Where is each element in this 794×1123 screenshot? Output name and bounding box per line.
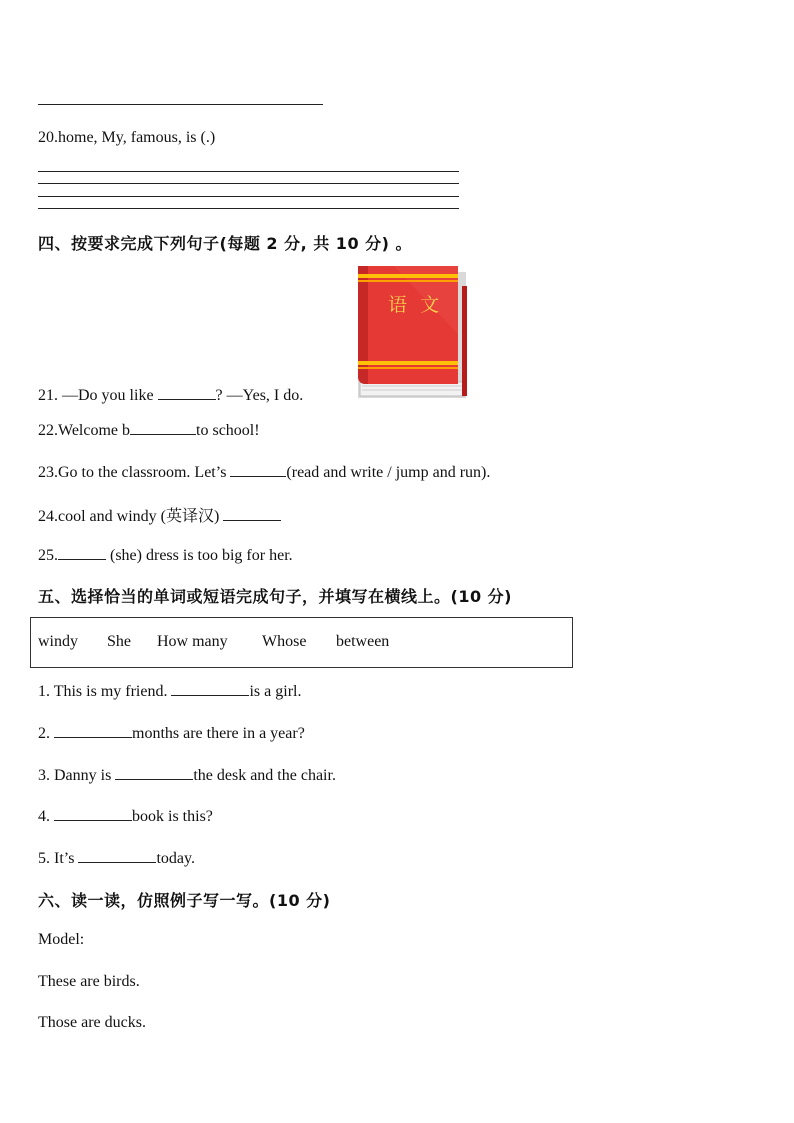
section-5-item-3: 3. Danny is the desk and the chair. <box>38 767 336 784</box>
question-25: 25. (she) dress is too big for her. <box>38 547 293 564</box>
answer-blank-24[interactable] <box>223 506 281 521</box>
answer-line-20-b[interactable] <box>38 183 459 184</box>
answer-blank-22[interactable] <box>130 420 196 435</box>
section-5-item-5: 5. It’s today. <box>38 850 195 867</box>
question-21: 21. —Do you like ? —Yes, I do. <box>38 387 304 404</box>
answer-line-20-d[interactable] <box>38 208 459 209</box>
answer-blank-25[interactable] <box>58 545 106 560</box>
book-char-2: 文 <box>420 294 440 316</box>
section-5-item-2: 2. months are there in a year? <box>38 725 305 742</box>
section-6-title: 六、读一读，仿照例子写一写。(10 分) <box>38 891 331 910</box>
answer-blank-s5-5[interactable] <box>78 848 156 863</box>
chinese-textbook-illustration <box>354 264 470 402</box>
answer-blank-21[interactable] <box>158 385 216 400</box>
word-bank-item: Whose <box>262 633 307 650</box>
answer-line-19[interactable] <box>38 104 323 105</box>
word-bank-item: She <box>107 633 131 650</box>
section-5-title: 五、选择恰当的单词或短语完成句子，并填写在横线上。(10 分) <box>38 587 512 606</box>
answer-line-20-a[interactable] <box>38 171 459 172</box>
book-char-1: 语 <box>388 294 408 316</box>
word-bank <box>30 617 573 668</box>
question-text: home, My, famous, is (.) <box>58 129 216 146</box>
section-4-title: 四、按要求完成下列句子(每题 2 分, 共 10 分) 。 <box>38 234 413 253</box>
word-bank-item: between <box>336 633 390 650</box>
question-23: 23.Go to the classroom. Let’s (read and write / jump and run). <box>38 464 491 481</box>
model-label: Model: <box>38 931 85 948</box>
question-number: 20. <box>38 129 58 146</box>
question-20 <box>38 129 215 147</box>
word-bank-item: windy <box>38 633 78 650</box>
section-5-item-4: 4. book is this? <box>38 808 213 825</box>
answer-blank-s5-3[interactable] <box>115 765 193 780</box>
answer-blank-s5-4[interactable] <box>54 806 132 821</box>
answer-line-20-c[interactable] <box>38 196 459 197</box>
model-line-2: Those are ducks. <box>38 1014 146 1031</box>
answer-blank-s5-1[interactable] <box>171 681 249 696</box>
word-bank-item: How many <box>157 633 228 650</box>
answer-blank-23[interactable] <box>230 462 286 477</box>
question-24: 24.cool and windy (英译汉) <box>38 503 281 526</box>
answer-blank-s5-2[interactable] <box>54 723 132 738</box>
model-line-1: These are birds. <box>38 973 140 990</box>
question-22: 22.Welcome b to school! <box>38 422 260 439</box>
section-5-item-1: 1. This is my friend. is a girl. <box>38 683 302 700</box>
